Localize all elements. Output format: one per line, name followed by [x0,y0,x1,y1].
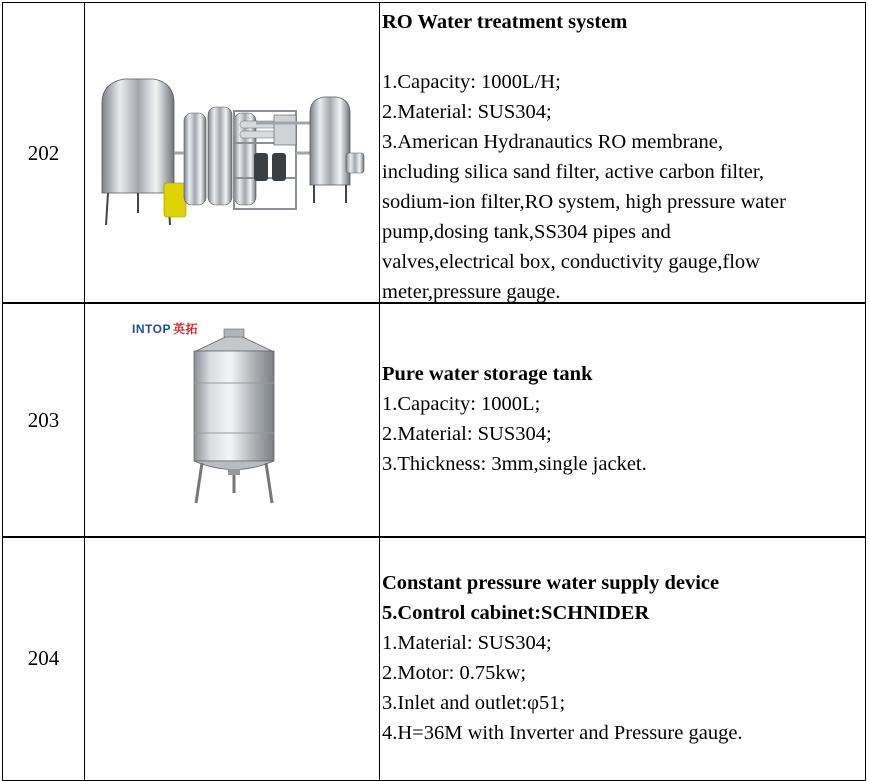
spec-line: meter,pressure gauge. [382,281,561,303]
ro-water-treatment-image [84,3,380,303]
spec-line: 4.H=36M with Inverter and Pressure gauge. [382,722,743,744]
spec-line: valves,electrical box, conductivity gauge,flow [382,251,760,273]
storage-tank-illustration [84,303,379,537]
item-number: 204 [3,537,85,780]
item-description [379,537,865,780]
spec-line: pump,dosing tank,SS304 pipes and [382,221,671,243]
item-description [379,3,865,303]
spec-line: 3.Inlet and outlet:φ51; [382,692,566,714]
ro-system-illustration [84,3,379,303]
table-row [2,302,866,538]
spec-line: 3.Thickness: 3mm,single jacket. [382,453,647,475]
item-number: 203 [3,303,85,537]
intop-logo: INTOP 英拓 [132,322,198,336]
spec-line: sodium-ion filter,RO system, high pressure water [382,191,786,213]
empty-image-cell [84,537,380,780]
spec-line: 2.Material: SUS304; [382,101,552,123]
item-number: 202 [3,3,85,303]
item-title: RO Water treatment system [382,11,628,33]
spec-line: 2.Motor: 0.75kw; [382,662,527,684]
item-subtitle: 5.Control cabinet:SCHNIDER [382,602,650,624]
spec-line: 1.Material: SUS304; [382,632,552,654]
table-row [2,2,866,304]
spec-line: 1.Capacity: 1000L/H; [382,71,561,93]
table-row [2,536,866,781]
spec-line: including silica sand filter, active carbon filter, [382,161,765,183]
storage-tank-image [84,303,380,537]
spec-line: 2.Material: SUS304; [382,423,552,445]
spec-line: 3.American Hydranautics RO membrane, [382,131,723,153]
spec-line: 1.Capacity: 1000L; [382,393,541,415]
item-title: Pure water storage tank [382,363,593,385]
item-title: Constant pressure water supply device [382,572,720,594]
item-description [379,303,865,537]
